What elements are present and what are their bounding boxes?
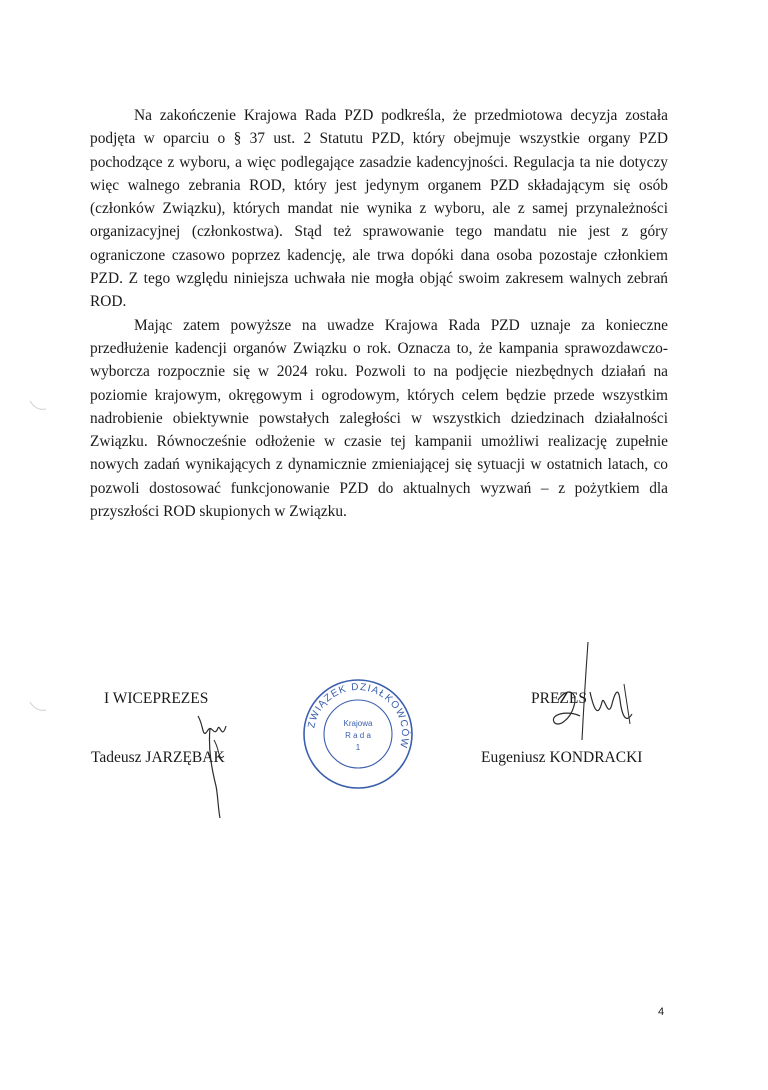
stamp-center-line-3: 1 [355, 743, 361, 752]
right-signatory-name: Eugeniusz KONDRACKI [481, 749, 643, 766]
paragraph-2: Mając zatem powyższe na uwadze Krajowa Rada PZD uznaje za konieczne przedłużenie kadencji organów Związku o rok. Oznacza to, że kampania sprawozdawczo-wyborcza rozpocznie się w 2024 roku. Pozwoli to na podjęcie niezbędnych działań na poziomie krajowym, okręgowym i ogrodowym, których celem będzie przede wszystkim nadrobienie obiektywnie powstałych zaległości w wszystkich dziedzinach działalności Związku. Równocześnie odłożenie w czasie tej kampanii umożliwi realizację zupełnie nowych zadań wynikających z dynamicznie zmieniającej się sytuacji w ostatnich latach, co pozwoli dostosować funkcjonowanie PZD do aktualnych wyzwań – z pożytkiem dla przyszłości ROD skupionych w Związku. [90, 316, 668, 521]
stamp-center-line-2: R a d a [345, 731, 371, 740]
stamp-ring-text: ZWIĄZEK DZIAŁKOWCÓW [306, 681, 411, 750]
page-number: 4 [658, 1006, 665, 1018]
left-signature-icon [168, 700, 248, 820]
scan-mark [26, 696, 50, 720]
paragraph-1: Na zakończenie Krajowa Rada PZD podkreśla, że przedmiotowa decyzja została podjęta w oparciu o § 37 ust. 2 Statutu PZD, który obejmuje wszystkie organy PZD pochodzące z wyboru, a więc podlegające zasadzie kadencyjności. Regulacja ta nie dotyczy więc walnego zebrania ROD, który jest jedynym organem PZD składającym się osób (członków Związku), których mandat nie wynika z wyboru, ale z samej przynależności organizacyjnej (członkostwa). Stąd też sprawowanie tego mandatu nie jest z góry ograniczone czasowo poprzez kadencję, ale trwa dopóki dana osoba pozostaje członkiem PZD. Z tego względu niniejsza uchwała nie mogła objąć swoim zakresem walnych zebrań ROD. [90, 107, 668, 311]
body-text [90, 104, 668, 523]
left-signatory-name: Tadeusz JARZĘBAK [91, 749, 225, 766]
right-signature-icon [528, 640, 658, 760]
stamp-center-line-1: Krajowa [343, 719, 373, 728]
left-signatory-title: I WICEPREZES [104, 690, 209, 707]
right-signatory-title: PREZES [531, 690, 587, 707]
scan-mark [26, 395, 50, 419]
organization-stamp [300, 676, 416, 792]
